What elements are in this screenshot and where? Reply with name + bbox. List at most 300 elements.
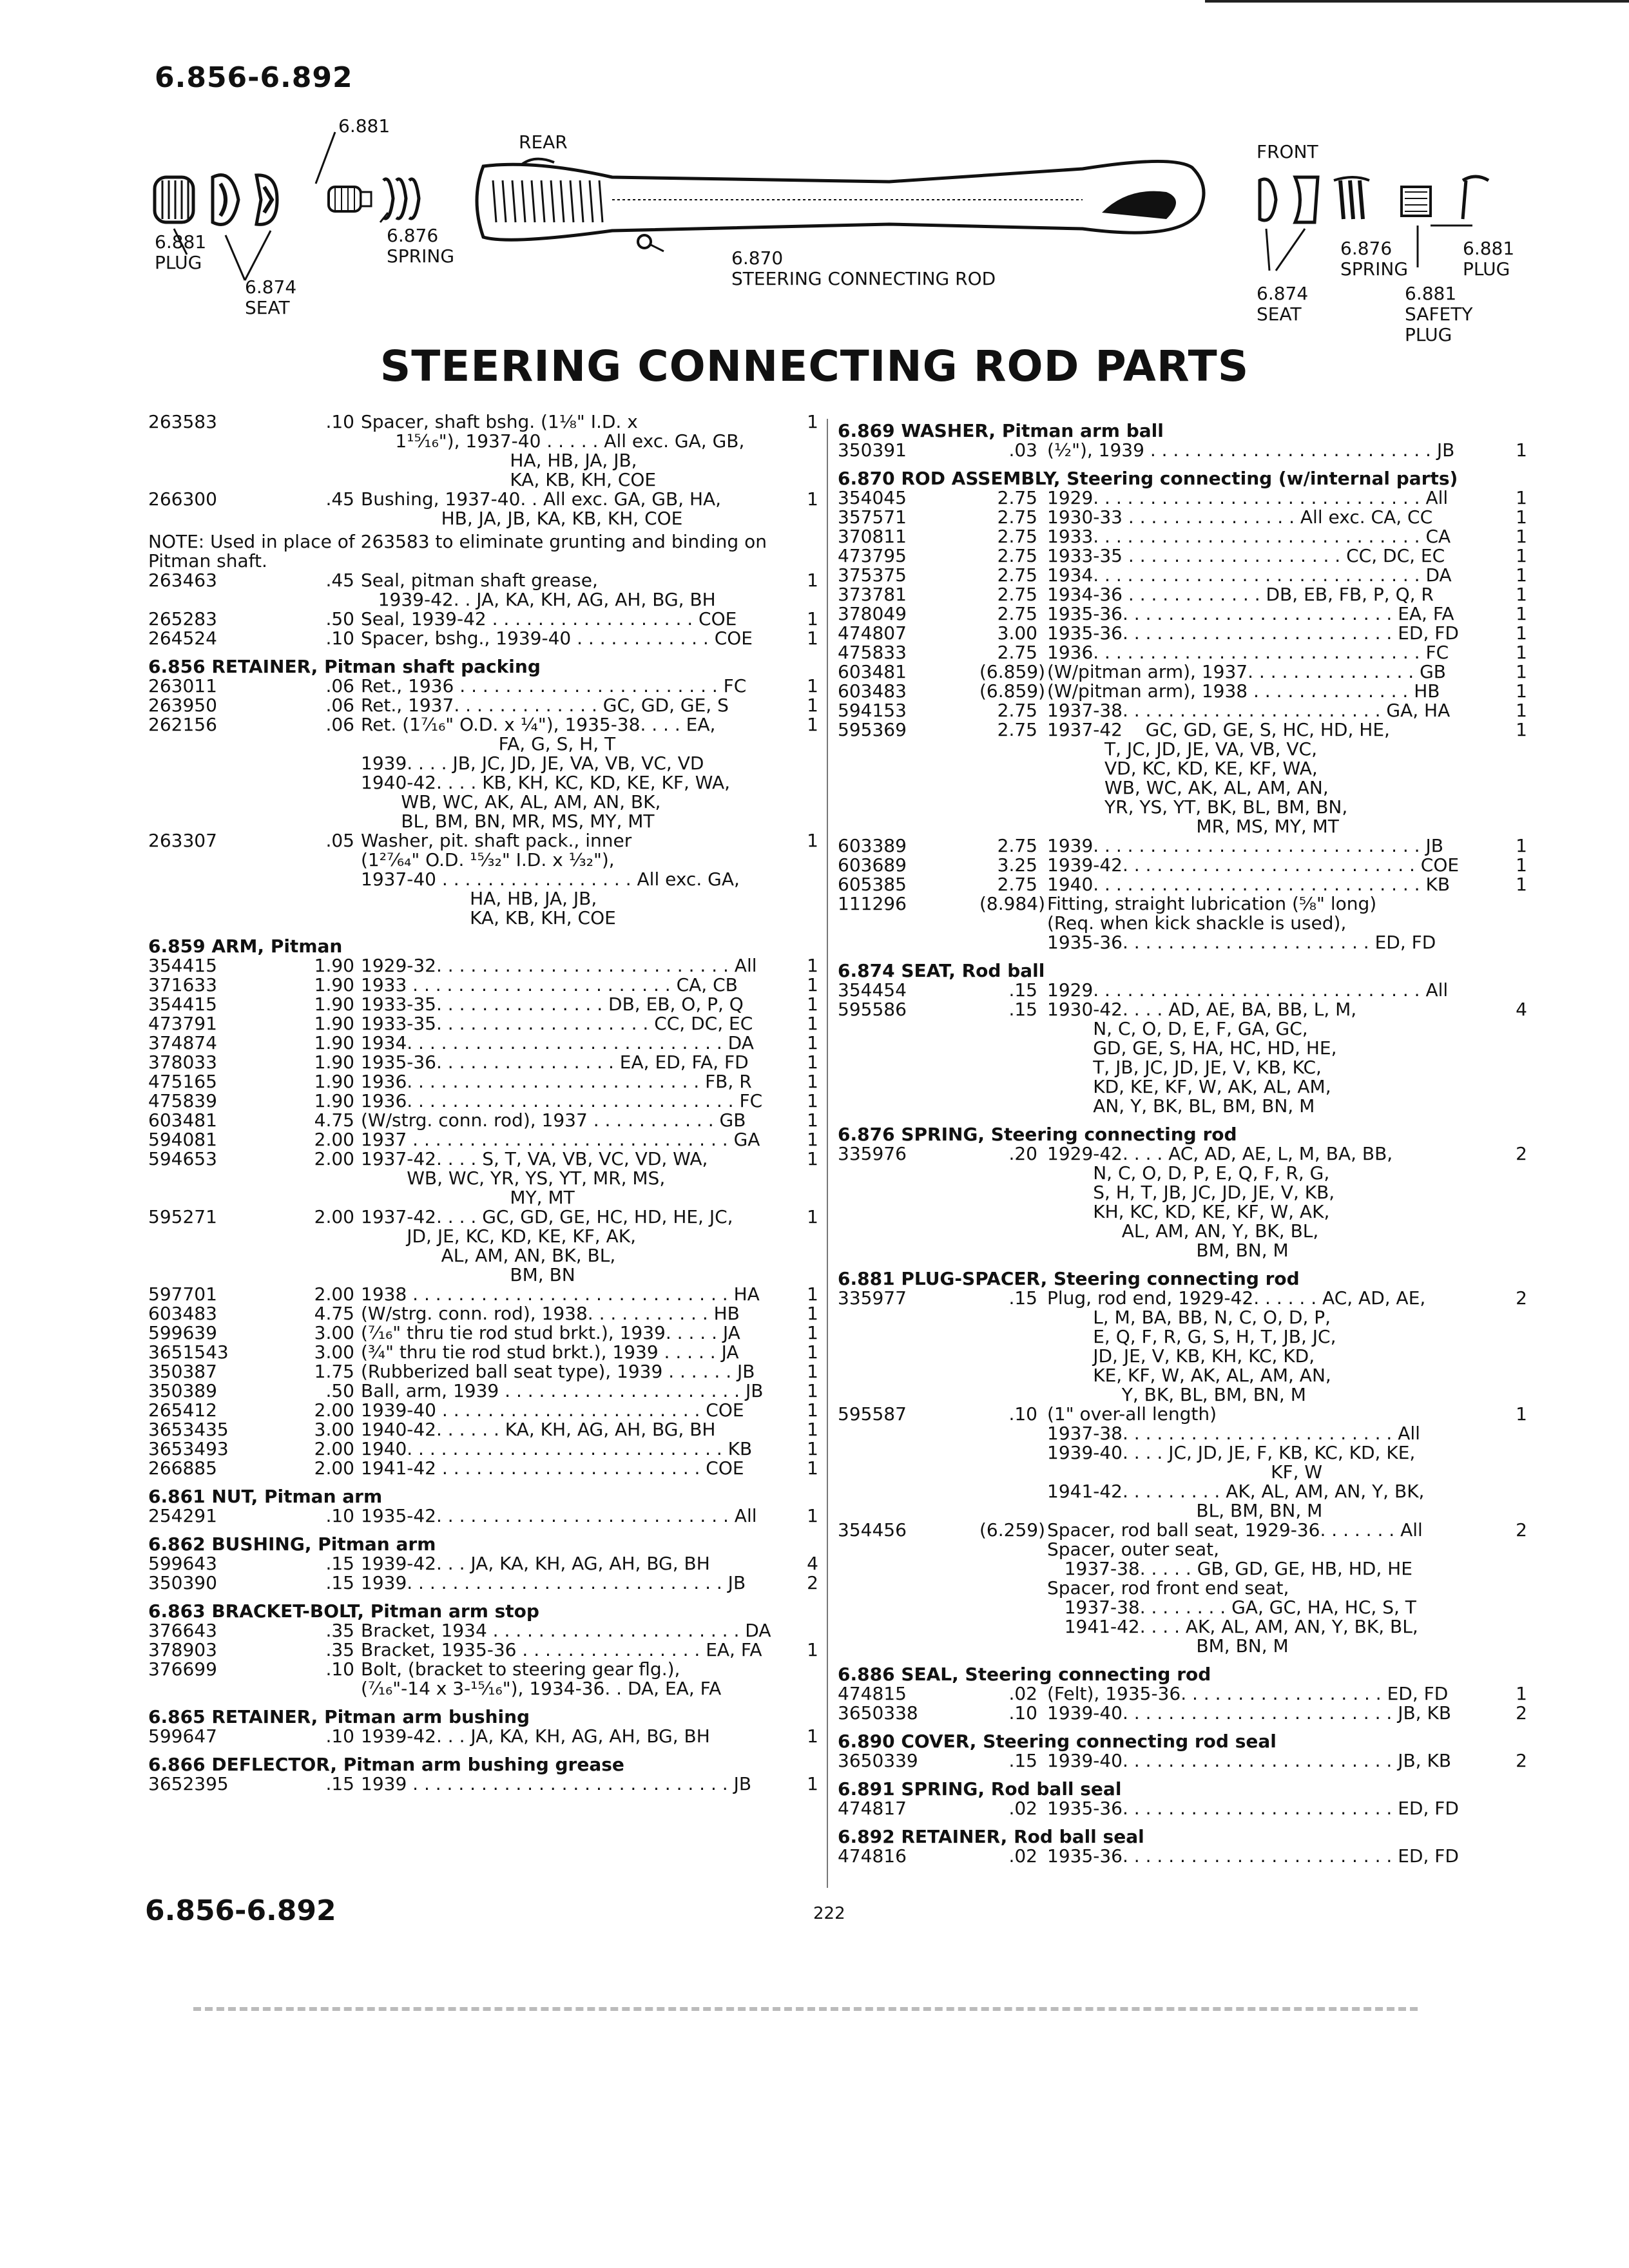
- part-number: 335976: [838, 1143, 907, 1164]
- part-quantity: 1: [1516, 1683, 1527, 1704]
- part-description: 1934. . . . . . . . . . . . . . . . . . . . . . . . . . . . DA: [361, 1032, 754, 1053]
- part-row: [838, 875, 1527, 894]
- part-number: 378903: [148, 1639, 217, 1660]
- part-number: 595369: [838, 719, 907, 740]
- part-row: [838, 1799, 1527, 1818]
- label-left-plug-code: 6.881: [155, 231, 207, 253]
- section-name: RETAINER,: [211, 656, 318, 677]
- part-number: 266885: [148, 1457, 217, 1479]
- part-price: 1.90: [314, 974, 354, 995]
- section-heading: [148, 1755, 818, 1774]
- part-price: 1.90: [314, 1032, 354, 1053]
- part-quantity: 1: [807, 608, 818, 629]
- label-left-spring-code: 6.876: [387, 225, 439, 246]
- part-number: 474817: [838, 1798, 907, 1819]
- part-price: 3.00: [314, 1341, 354, 1363]
- part-price: .10: [325, 411, 354, 432]
- part-quantity: 1: [807, 1399, 818, 1421]
- part-price: 2.00: [314, 1129, 354, 1150]
- part-row: [148, 1459, 818, 1478]
- part-price: 2.00: [314, 1457, 354, 1479]
- part-row: [838, 720, 1527, 836]
- part-row: [838, 508, 1527, 527]
- note-text: NOTE: Used in place of 263583 to eliminate grunting and binding on Pitman shaft.: [148, 531, 767, 572]
- part-number: 354454: [838, 979, 907, 1001]
- part-row: [148, 490, 818, 528]
- part-description: Ret. (1⁷⁄₁₆" O.D. x ¼"), 1935-38. . . . EA, FA, G, S, H, T 1939. . . . JB, JC, JD, JE, VA, VB, VC, VD 1940-42. . . . KB, KH, KC, KD, KE, KF, WA, WB, WC, AK, AL, AM, AN, BK, BL, BM, BN, MR, MS, MY, MT: [361, 714, 731, 832]
- part-quantity: 1: [1516, 835, 1527, 856]
- part-description: 1937 . . . . . . . . . . . . . . . . . . . . . . . . . . . . GA: [361, 1129, 760, 1150]
- part-description: Seal, 1939-42 . . . . . . . . . . . . . . . . . . COE: [361, 608, 737, 629]
- left-parts-column: [148, 412, 818, 1794]
- section-subtitle: Steering connecting (w/internal parts): [1066, 468, 1458, 489]
- part-quantity: 1: [807, 1206, 818, 1227]
- part-description: 1929. . . . . . . . . . . . . . . . . . . . . . . . . . . . . All: [1047, 979, 1449, 1001]
- part-quantity: 1: [807, 1773, 818, 1794]
- part-description: 1933. . . . . . . . . . . . . . . . . . . . . . . . . . . . . CA: [1047, 526, 1451, 547]
- part-quantity: 1: [807, 1071, 818, 1092]
- part-row: [838, 441, 1527, 460]
- part-quantity: 1: [807, 1438, 818, 1459]
- part-quantity: 1: [1516, 506, 1527, 528]
- part-price: (6.859): [979, 680, 1046, 702]
- parts-section: [148, 1755, 818, 1794]
- part-price: 4.75: [314, 1303, 354, 1324]
- part-number: 599639: [148, 1322, 217, 1343]
- part-row: [148, 1304, 818, 1323]
- part-row: [148, 610, 818, 629]
- part-description: Washer, pit. shaft pack., inner (1²⁷⁄₆₄" O.D. ¹⁵⁄₃₂" I.D. x ¹⁄₃₂"), 1937-40 . . . . . . . . . . . . . . . . . All exc. GA, HA, HB, JA, JB, KA, KB, KH, COE: [361, 830, 740, 928]
- part-price: .15: [325, 1572, 354, 1593]
- part-price: .06: [325, 695, 354, 716]
- part-number: 350391: [838, 439, 907, 461]
- section-heading: [838, 469, 1527, 488]
- section-name: RETAINER,: [211, 1706, 318, 1727]
- part-price: 1.90: [314, 994, 354, 1015]
- section-heading: [838, 421, 1527, 441]
- part-row: [148, 1091, 818, 1111]
- part-description: 1933-35 . . . . . . . . . . . . . . . . . . . CC, DC, EC: [1047, 545, 1445, 566]
- parts-diagram: [148, 116, 1534, 348]
- section-subtitle: Pitman arm: [264, 1486, 383, 1507]
- label-right-spring: SPRING: [1340, 258, 1409, 280]
- left-seat-drawing: [213, 175, 277, 225]
- part-price: .10: [325, 1725, 354, 1747]
- part-description: 1940. . . . . . . . . . . . . . . . . . . . . . . . . . . . . KB: [1047, 874, 1451, 895]
- part-row: [838, 643, 1527, 662]
- section-subtitle: Pitman arm: [318, 1533, 436, 1555]
- section-code: 6.886: [838, 1664, 895, 1685]
- part-number: 263950: [148, 695, 217, 716]
- part-price: 2.00: [314, 1206, 354, 1227]
- part-price: 2.75: [997, 526, 1037, 547]
- part-number: 374874: [148, 1032, 217, 1053]
- part-price: 2.00: [314, 1438, 354, 1459]
- left-post-rows: [148, 571, 818, 648]
- part-number: 263307: [148, 830, 217, 851]
- part-quantity: 1: [807, 570, 818, 591]
- part-description: 1933-35. . . . . . . . . . . . . . . DB, EB, O, P, Q: [361, 994, 744, 1015]
- column-divider: [827, 419, 828, 1888]
- part-description: 1939-42. . . . . . . . . . . . . . . . . . . . . . . . . . COE: [1047, 854, 1460, 876]
- part-row: [838, 1847, 1527, 1866]
- section-heading: [148, 657, 818, 677]
- section-code: 6.863: [148, 1600, 206, 1622]
- part-price: 3.00: [314, 1419, 354, 1440]
- part-description: Bushing, 1937-40. . All exc. GA, GB, HA, HB, JA, JB, KA, KB, KH, COE: [361, 488, 722, 529]
- section-code: 6.869: [838, 420, 895, 441]
- part-price: 3.00: [997, 622, 1037, 644]
- part-number: 354415: [148, 994, 217, 1015]
- part-quantity: 1: [807, 1457, 818, 1479]
- part-number: 354045: [838, 487, 907, 508]
- part-row: [148, 956, 818, 975]
- parts-section: [838, 961, 1527, 1116]
- part-row: [148, 1014, 818, 1033]
- left-pre-rows: [148, 412, 818, 528]
- part-price: .15: [325, 1773, 354, 1794]
- part-number: 599647: [148, 1725, 217, 1747]
- part-description: 1936. . . . . . . . . . . . . . . . . . . . . . . . . . FB, R: [361, 1071, 752, 1092]
- part-price: (6.259): [979, 1519, 1046, 1541]
- part-row: [148, 1130, 818, 1149]
- part-price: 3.00: [314, 1322, 354, 1343]
- part-description: (¾" thru tie rod stud brkt.), 1939 . . . . . JA: [361, 1341, 739, 1363]
- part-price: .02: [1008, 1845, 1037, 1867]
- footer-section-range: 6.856-6.892: [145, 1894, 336, 1927]
- part-number: 473795: [838, 545, 907, 566]
- part-price: 2.75: [997, 487, 1037, 508]
- part-row: [148, 1554, 818, 1573]
- page-number: 222: [813, 1904, 845, 1923]
- part-quantity: 1: [807, 1283, 818, 1305]
- label-right-spring-code: 6.876: [1340, 238, 1393, 259]
- part-row: [838, 662, 1527, 682]
- part-number: 350390: [148, 1572, 217, 1593]
- section-code: 6.862: [148, 1533, 206, 1555]
- part-number: 375375: [838, 564, 907, 586]
- part-number: 3650338: [838, 1702, 918, 1724]
- part-quantity: 1: [1516, 564, 1527, 586]
- part-quantity: 1: [807, 955, 818, 976]
- page-title: STEERING CONNECTING ROD PARTS: [380, 341, 1249, 391]
- part-row: [148, 1053, 818, 1072]
- part-quantity: 2: [1516, 1750, 1527, 1771]
- part-description: Bracket, 1935-36 . . . . . . . . . . . . . . . . EA, FA: [361, 1639, 762, 1660]
- section-subtitle: Pitman shaft packing: [324, 656, 541, 677]
- part-row: [838, 1000, 1527, 1116]
- section-heading: [148, 1535, 818, 1554]
- part-quantity: 1: [807, 1341, 818, 1363]
- part-quantity: 1: [1516, 584, 1527, 605]
- part-price: 1.75: [314, 1361, 354, 1382]
- part-quantity: 1: [1516, 487, 1527, 508]
- label-rod-name: STEERING CONNECTING ROD: [731, 268, 996, 289]
- part-quantity: 1: [1516, 719, 1527, 740]
- part-price: 1.90: [314, 955, 354, 976]
- part-quantity: 2: [1516, 1287, 1527, 1309]
- part-quantity: 1: [807, 628, 818, 649]
- part-number: 265283: [148, 608, 217, 629]
- part-description: 1939-40. . . . . . . . . . . . . . . . . . . . . . . . JB, KB: [1047, 1702, 1452, 1724]
- part-row: [148, 715, 818, 831]
- part-row: [148, 1362, 818, 1381]
- part-description: 1939-40 . . . . . . . . . . . . . . . . . . . . . . . COE: [361, 1399, 744, 1421]
- label-front: FRONT: [1257, 141, 1318, 162]
- section-name: BUSHING,: [211, 1533, 312, 1555]
- part-price: 1.90: [314, 1052, 354, 1073]
- part-description: Bolt, (bracket to steering gear flg.), (⁷⁄₁₆"-14 x 3-¹⁵⁄₁₆"), 1934-36. . DA, EA, FA: [361, 1658, 722, 1699]
- part-quantity: 4: [807, 1553, 818, 1574]
- part-price: 1.90: [314, 1090, 354, 1111]
- part-row: [838, 836, 1527, 856]
- part-row: [148, 1149, 818, 1207]
- part-row: [148, 1573, 818, 1593]
- part-row: [838, 682, 1527, 701]
- part-row: [838, 894, 1527, 952]
- part-row: [838, 1704, 1527, 1723]
- section-subtitle: Rod ball seal: [990, 1778, 1122, 1800]
- part-row: [838, 1751, 1527, 1771]
- part-price: (6.859): [979, 661, 1046, 682]
- part-number: 594081: [148, 1129, 217, 1150]
- part-quantity: 1: [807, 1032, 818, 1053]
- part-description: 1939. . . . . . . . . . . . . . . . . . . . . . . . . . . . . JB: [1047, 835, 1443, 856]
- section-name: ROD ASSEMBLY,: [901, 468, 1061, 489]
- part-price: .03: [1008, 439, 1037, 461]
- label-left-plug: PLUG: [155, 252, 202, 273]
- part-description: 1935-36. . . . . . . . . . . . . . . . . . . . . . . . ED, FD: [1047, 1845, 1459, 1867]
- top-edge-line: [1205, 0, 1629, 3]
- part-quantity: 1: [807, 1419, 818, 1440]
- part-row: [148, 1640, 818, 1660]
- parts-section: [838, 1269, 1527, 1656]
- part-description: 1929-32. . . . . . . . . . . . . . . . . . . . . . . . . . All: [361, 955, 757, 976]
- part-row: [838, 1684, 1527, 1704]
- part-number: 595271: [148, 1206, 217, 1227]
- parts-section: [838, 1125, 1527, 1260]
- part-description: (W/pitman arm), 1937. . . . . . . . . . . . . . . GB: [1047, 661, 1447, 682]
- label-left-seat: SEAT: [245, 297, 290, 318]
- part-row: [148, 571, 818, 610]
- part-quantity: 1: [1516, 1403, 1527, 1425]
- part-number: 373781: [838, 584, 907, 605]
- part-row: [148, 1285, 818, 1304]
- part-description: 1939-42. . . JA, KA, KH, AG, AH, BG, BH: [361, 1553, 710, 1574]
- part-number: 595586: [838, 999, 907, 1020]
- part-number: 357571: [838, 506, 907, 528]
- parts-section: [148, 1602, 818, 1698]
- parts-section: [148, 1487, 818, 1526]
- part-number: 475833: [838, 642, 907, 663]
- section-subtitle: Pitman arm bushing grease: [343, 1754, 624, 1775]
- part-number: 474807: [838, 622, 907, 644]
- section-name: BRACKET-BOLT,: [211, 1600, 364, 1622]
- part-number: 262156: [148, 714, 217, 735]
- label-left-spring: SPRING: [387, 245, 455, 267]
- part-price: 4.75: [314, 1110, 354, 1131]
- part-price: .35: [325, 1620, 354, 1641]
- steering-connecting-rod-drawing: [477, 159, 1204, 248]
- part-row: [838, 856, 1527, 875]
- part-price: .10: [1008, 1702, 1037, 1724]
- part-price: .15: [1008, 1287, 1037, 1309]
- part-number: 263463: [148, 570, 217, 591]
- part-row: [148, 1506, 818, 1526]
- part-row: [148, 1207, 818, 1285]
- section-subtitle: Rod ball: [961, 960, 1045, 981]
- part-quantity: 2: [807, 1572, 818, 1593]
- part-quantity: 1: [807, 1052, 818, 1073]
- section-name: SPRING,: [901, 1778, 985, 1800]
- part-number: 354456: [838, 1519, 907, 1541]
- section-subtitle: Pitman arm stop: [370, 1600, 539, 1622]
- part-description: Fitting, straight lubrication (⅝" long) (Req. when kick shackle is used), 1935-36. . . . . . . . . . . . . . . . . . . . . . ED, FD: [1047, 893, 1436, 953]
- label-left-seat-code: 6.874: [245, 276, 297, 298]
- part-description: 1935-36. . . . . . . . . . . . . . . . . . . . . . . . ED, FD: [1047, 622, 1459, 644]
- part-row: [148, 629, 818, 648]
- part-row: [148, 677, 818, 696]
- part-description: Ret., 1936 . . . . . . . . . . . . . . . . . . . . . . . FC: [361, 675, 747, 697]
- part-number: 475839: [148, 1090, 217, 1111]
- section-code: 6.892: [838, 1826, 895, 1847]
- part-quantity: 1: [807, 1129, 818, 1150]
- section-heading: [838, 1125, 1527, 1144]
- part-number: 605385: [838, 874, 907, 895]
- section-name: ARM,: [211, 936, 265, 957]
- section-code: 6.881: [838, 1268, 895, 1289]
- section-heading: [838, 961, 1527, 981]
- part-quantity: 1: [1516, 622, 1527, 644]
- part-quantity: 1: [1516, 680, 1527, 702]
- part-price: .06: [325, 714, 354, 735]
- part-description: 1939. . . . . . . . . . . . . . . . . . . . . . . . . . . . JB: [361, 1572, 746, 1593]
- part-description: 1939 . . . . . . . . . . . . . . . . . . . . . . . . . . . . JB: [361, 1773, 752, 1794]
- part-description: (W/strg. conn. rod), 1937 . . . . . . . . . . . GB: [361, 1110, 746, 1131]
- section-name: SEAT,: [901, 960, 956, 981]
- part-quantity: 2: [1516, 1143, 1527, 1164]
- part-price: 1.90: [314, 1071, 354, 1092]
- label-right-seat-code: 6.874: [1257, 283, 1309, 304]
- part-number: 370811: [838, 526, 907, 547]
- part-quantity: 1: [807, 974, 818, 995]
- part-row: [838, 566, 1527, 585]
- part-description: 1937-42. . . . GC, GD, GE, HC, HD, HE, JC, JD, JE, KC, KD, KE, KF, AK, AL, AM, AN, BK, BL, BM, BN: [361, 1206, 733, 1285]
- parts-section: [838, 1780, 1527, 1818]
- parts-section: [838, 1732, 1527, 1771]
- part-row: [148, 412, 818, 490]
- section-heading: [838, 1269, 1527, 1289]
- part-number: 603389: [838, 835, 907, 856]
- part-quantity: 1: [807, 1322, 818, 1343]
- part-quantity: 1: [807, 1303, 818, 1324]
- part-description: Plug, rod end, 1929-42. . . . . . AC, AD, AE, L, M, BA, BB, N, C, O, D, P, E, Q, F, R, G, S, H, T, JB, JC, JD, JE, V, KB, KH, KC, KD, KE, KF, W, AK, AL, AM, AN, Y, BK, BL, BM, BN, M: [1047, 1287, 1426, 1405]
- part-number: 603481: [148, 1110, 217, 1131]
- left-plug-drawing: [155, 177, 193, 222]
- part-price: 2.00: [314, 1399, 354, 1421]
- part-price: .45: [325, 488, 354, 510]
- part-price: 2.75: [997, 642, 1037, 663]
- part-description: 1935-36. . . . . . . . . . . . . . . . EA, ED, FA, FD: [361, 1052, 749, 1073]
- part-quantity: 1: [807, 675, 818, 697]
- part-number: 264524: [148, 628, 217, 649]
- part-description: (½"), 1939 . . . . . . . . . . . . . . . . . . . . . . . . . JB: [1047, 439, 1455, 461]
- top-plug-drawing: [329, 187, 371, 211]
- part-quantity: 1: [1516, 526, 1527, 547]
- part-number: 595587: [838, 1403, 907, 1425]
- part-price: .50: [325, 1380, 354, 1401]
- left-spring-drawing: [383, 179, 419, 218]
- part-description: 1933 . . . . . . . . . . . . . . . . . . . . . . . CA, CB: [361, 974, 738, 995]
- part-number: 475165: [148, 1071, 217, 1092]
- part-description: 1934. . . . . . . . . . . . . . . . . . . . . . . . . . . . . DA: [1047, 564, 1452, 586]
- part-row: [838, 1289, 1527, 1405]
- part-number: 265412: [148, 1399, 217, 1421]
- part-price: .15: [325, 1553, 354, 1574]
- part-quantity: 1: [1516, 700, 1527, 721]
- section-heading: [148, 937, 818, 956]
- part-number: 3653435: [148, 1419, 229, 1440]
- part-number: 603481: [838, 661, 907, 682]
- part-row: [148, 1033, 818, 1053]
- part-number: 263583: [148, 411, 217, 432]
- part-number: 603483: [148, 1303, 217, 1324]
- part-description: 1936. . . . . . . . . . . . . . . . . . . . . . . . . . . . . FC: [361, 1090, 763, 1111]
- part-number: 3653493: [148, 1438, 229, 1459]
- label-right-plug-code: 6.881: [1463, 238, 1515, 259]
- part-description: Spacer, bshg., 1939-40 . . . . . . . . . . . . COE: [361, 628, 753, 649]
- part-price: 2.00: [314, 1283, 354, 1305]
- header-section-range: 6.856-6.892: [155, 61, 353, 94]
- part-number: 603483: [838, 680, 907, 702]
- part-description: (W/pitman arm), 1938 . . . . . . . . . . . . . . HB: [1047, 680, 1440, 702]
- part-price: .50: [325, 608, 354, 629]
- part-description: 1935-36. . . . . . . . . . . . . . . . . . . . . . . . ED, FD: [1047, 1798, 1459, 1819]
- part-description: (⁷⁄₁₆" thru tie rod stud brkt.), 1939. . . . . JA: [361, 1322, 740, 1343]
- part-quantity: 1: [807, 1013, 818, 1034]
- part-description: 1929-42. . . . AC, AD, AE, L, M, BA, BB, N, C, O, D, P, E, Q, F, R, G, S, H, T, JB, JC, JD, JE, V, KB, KH, KC, KD, KE, KF, W, AK, AL, AM, AN, Y, BK, BL, BM, BN, M: [1047, 1143, 1393, 1261]
- part-price: .02: [1008, 1683, 1037, 1704]
- right-sections: [838, 421, 1527, 1866]
- part-price: 2.75: [997, 603, 1037, 624]
- section-heading: [838, 1665, 1527, 1684]
- part-quantity: 2: [1516, 1702, 1527, 1724]
- part-number: 371633: [148, 974, 217, 995]
- label-rear: REAR: [519, 131, 568, 153]
- part-row: [148, 696, 818, 715]
- label-safety-plug-code: 6.881: [1405, 283, 1457, 304]
- part-number: 3652395: [148, 1773, 229, 1794]
- part-row: [838, 527, 1527, 546]
- part-description: 1936. . . . . . . . . . . . . . . . . . . . . . . . . . . . . FC: [1047, 642, 1449, 663]
- part-number: 594653: [148, 1148, 217, 1169]
- part-description: Spacer, rod ball seat, 1929-36. . . . . . . All Spacer, outer seat, 1937-38. . . . . GB, GD, GE, HB, HD, HE Spacer, rod front end seat, 1937-38. . . . . . . . GA, GC, HA, HC, S, T 1941-42. . . . AK, AL, AM, AN, Y, BK, BL, BM, BN, M: [1047, 1519, 1423, 1657]
- section-subtitle: Rod ball seal: [1014, 1826, 1144, 1847]
- right-parts-column: [838, 412, 1527, 1866]
- part-description: 1937-42 GC, GD, GE, S, HC, HD, HE, T, JC, JD, JE, VA, VB, VC, VD, KC, KD, KE, KF, WA, WB, WC, AK, AL, AM, AN, YR, YS, YT, BK, BL, BM, BN, MR, MS, MY, MT: [1047, 719, 1390, 837]
- left-sections: [148, 657, 818, 1794]
- part-quantity: 1: [807, 1361, 818, 1382]
- section-code: 6.891: [838, 1778, 895, 1800]
- part-quantity: 1: [807, 1380, 818, 1401]
- section-name: DEFLECTOR,: [211, 1754, 337, 1775]
- parts-section: [148, 937, 818, 1478]
- section-code: 6.876: [838, 1124, 895, 1145]
- section-name: SEAL,: [901, 1664, 959, 1685]
- part-description: (Felt), 1935-36. . . . . . . . . . . . . . . . . . ED, FD: [1047, 1683, 1449, 1704]
- part-row: [148, 831, 818, 928]
- parts-section: [148, 657, 818, 928]
